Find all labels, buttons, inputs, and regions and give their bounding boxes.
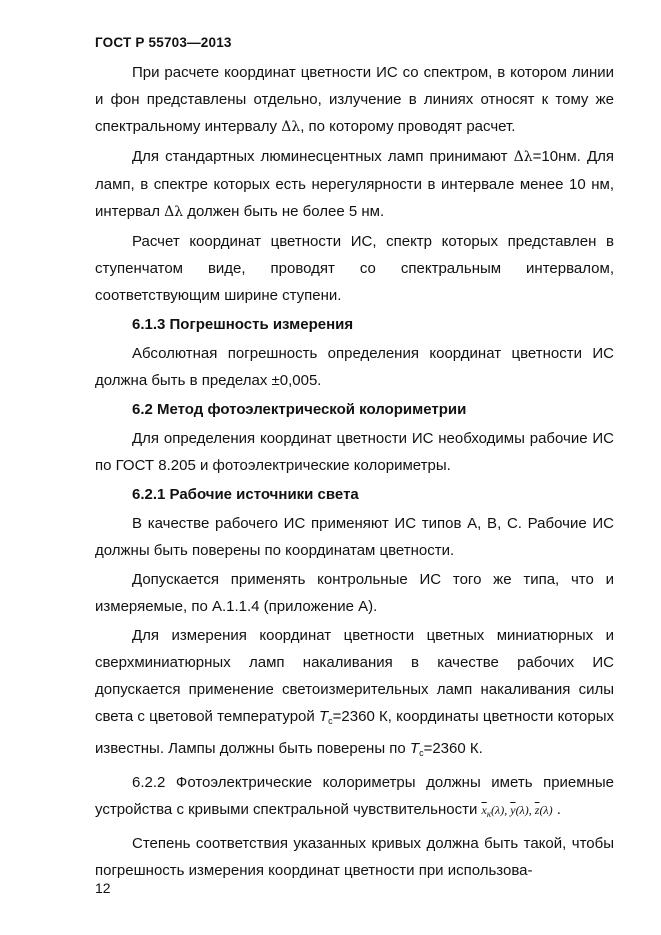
paragraph-text: , по которому проводят расчет. <box>300 118 516 135</box>
formula-z: $\overline{z}$ <box>534 803 540 817</box>
delta-lambda-symbol: Δλ <box>164 204 184 220</box>
temperature-symbol: T <box>409 740 420 757</box>
paragraph: Расчет координат цветности ИС, спектр которых представлен в ступенчатом виде, проводят со спектральным интервалом, соответствующим ширине ступени. <box>95 233 614 304</box>
paragraph-text: =2360 К, координаты цветности которых известны. Лампы должны быть поверены по <box>95 708 614 757</box>
paragraph-text: Для измерения координат цветности цветных миниатюрных и сверхминиатюрных ламп накаливания в качестве рабочих ИС допускается применение светоизмерительных ламп накаливания силы света с цветовой температурой <box>95 627 614 725</box>
formula-part: (λ), <box>491 803 511 817</box>
paragraph: Степень соответствия указанных кривых должна быть такой, чтобы погрешность измерения координат цветности при использова- <box>95 835 614 879</box>
section-heading: 6.2.1 Рабочие источники света <box>132 486 359 503</box>
paragraph: Для определения координат цветности ИС необходимы рабочие ИС по ГОСТ 8.205 и фотоэлектрические колориметры. <box>95 430 614 474</box>
temperature-symbol: T <box>319 708 329 725</box>
section-heading: 6.1.3 Погрешность измерения <box>132 316 354 333</box>
paragraph-text: =10нм. Для ламп, в спектре которых есть нерегулярности в интервале менее 10 нм, интервал <box>95 148 614 220</box>
delta-lambda-symbol: Δλ <box>513 149 533 165</box>
temperature-subscript: c <box>328 716 333 726</box>
paragraph-text: 6.2.2 Фотоэлектрические колориметры должны иметь приемные устройства с кривыми спектральной чувствительности <box>95 774 614 818</box>
page-number: 12 <box>95 880 111 896</box>
paragraph <box>95 143 614 226</box>
formula-y: $\overline{y}$ <box>510 803 516 817</box>
paragraph: В качестве рабочего ИС применяют ИС типов A, B, C. Рабочие ИС должны быть поверены по координатам цветности. <box>95 515 614 559</box>
formula-part: (λ), <box>515 803 535 817</box>
paragraph <box>95 769 614 828</box>
paragraph: Абсолютная погрешность определения координат цветности ИС должна быть в пределах ±0,005. <box>95 345 614 389</box>
paragraph-text: должен быть не более 5 нм. <box>183 203 385 220</box>
paragraph: Допускается применять контрольные ИС того же типа, что и измеряемые, по А.1.1.4 (приложение А). <box>95 571 614 615</box>
paragraph-text: Для стандартных люминесцентных ламп принимают <box>132 148 514 165</box>
formula-part: (λ) <box>539 803 553 817</box>
standard-number: ГОСТ Р 55703—2013 <box>95 35 232 50</box>
formula-x-subscript: к <box>486 809 492 819</box>
section-heading: 6.2 Метод фотоэлектрической колориметрии <box>132 401 467 418</box>
paragraph <box>95 59 614 141</box>
paragraph <box>95 622 614 767</box>
delta-lambda-symbol: Δλ <box>281 119 301 135</box>
paragraph-text: . <box>552 801 561 818</box>
paragraph-text: При расчете координат цветности ИС со спектром, в котором линии и фон представлены отдельно, излучение в линиях относят к тому же спектральному интервалу <box>95 64 614 135</box>
formula-x: $\overline{x}$ <box>481 803 487 817</box>
document-body <box>95 59 614 884</box>
temperature-subscript: c <box>419 748 424 758</box>
sensitivity-formula <box>481 803 552 817</box>
paragraph-text: =2360 К. <box>423 740 483 757</box>
